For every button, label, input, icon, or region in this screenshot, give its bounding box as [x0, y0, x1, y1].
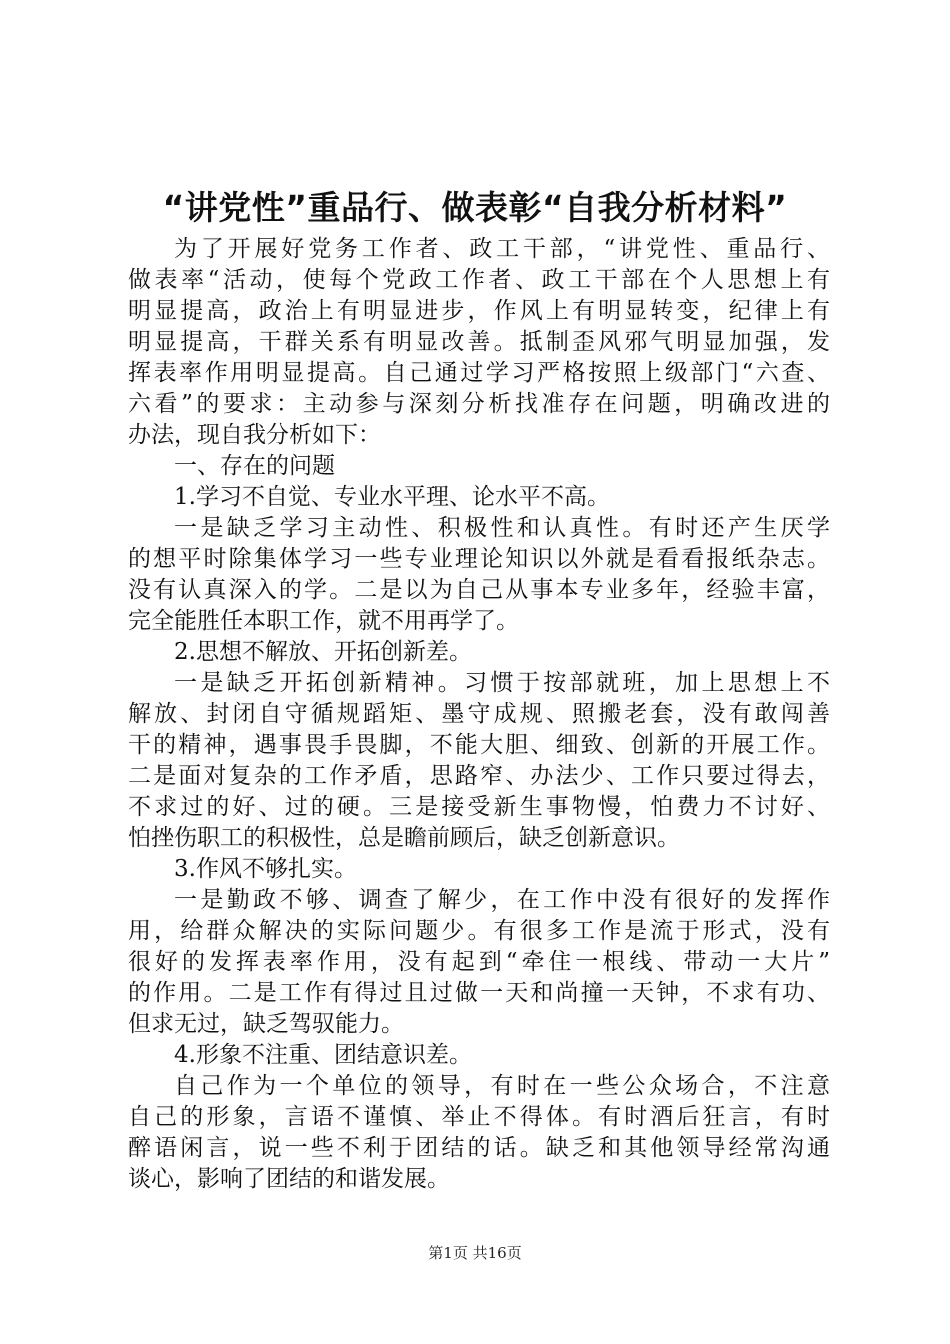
text-line: 醉语闲言，说一些不利于团结的话。缺乏和其他领导经常沟通 — [128, 1135, 830, 1161]
text-line: 一是勤政不够、调查了解少，在工作中没有很好的发挥作 — [174, 887, 830, 913]
text-line: 挥表率作用明显提高。自己通过学习严格按照上级部门“六查、 — [128, 360, 830, 386]
text-line: 的作用。二是工作有得过且过做一天和尚撞一天钟，不求有功、 — [128, 980, 830, 1006]
text-line: 办法，现自我分析如下： — [128, 422, 381, 448]
text-line: 怕挫伤职工的积极性，总是瞻前顾后，缺乏创新意识。 — [128, 825, 680, 851]
text-line: 二是面对复杂的工作矛盾，思路窄、办法少、工作只要过得去， — [128, 763, 830, 789]
text-line: 但求无过，缺乏驾驭能力。 — [128, 1011, 404, 1037]
text-line: 明显提高，干群关系有明显改善。抵制歪风邪气明显加强，发 — [128, 329, 830, 355]
text-line: 2.思想不解放、开拓创新差。 — [174, 639, 472, 665]
text-line: 六看”的要求：主动参与深刻分析找准存在问题，明确改进的 — [128, 391, 830, 417]
text-line: 4.形象不注重、团结意识差。 — [174, 1042, 472, 1068]
text-line: 3.作风不够扎实。 — [174, 856, 357, 882]
text-line: 一是缺乏学习主动性、积极性和认真性。有时还产生厌学 — [174, 515, 830, 541]
text-line: 为了开展好党务工作者、政工干部，“讲党性、重品行、 — [174, 236, 830, 262]
text-line: 没有认真深入的学。二是以为自己从事本专业多年，经验丰富， — [128, 577, 830, 603]
text-line: 很好的发挥表率作用，没有起到“牵住一根线、带动一大片” — [128, 949, 830, 975]
text-line: 明显提高，政治上有明显进步，作风上有明显转变，纪律上有 — [128, 298, 830, 324]
text-line: 一是缺乏开拓创新精神。习惯于按部就班，加上思想上不 — [174, 670, 830, 696]
document-title: “讲党性”重品行、做表彰“自我分析材料” — [162, 188, 788, 227]
text-line: 一、存在的问题 — [174, 453, 335, 479]
document-body — [128, 234, 830, 1195]
text-line: 干的精神，遇事畏手畏脚，不能大胆、细致、创新的开展工作。 — [128, 732, 830, 758]
text-line: 用，给群众解决的实际问题少。有很多工作是流于形式，没有 — [128, 918, 830, 944]
page-footer: 第1页 共16页 — [428, 1244, 522, 1262]
text-line: 完全能胜任本职工作，就不用再学了。 — [128, 608, 519, 634]
text-line: 解放、封闭自守循规蹈矩、墨守成规、照搬老套，没有敢闯善 — [128, 701, 830, 727]
text-line: 自己作为一个单位的领导，有时在一些公众场合，不注意 — [174, 1073, 830, 1099]
text-line: 1.学习不自觉、专业水平理、论水平不高。 — [174, 484, 610, 510]
text-line: 不求过的好、过的硬。三是接受新生事物慢，怕费力不讨好、 — [128, 794, 830, 820]
text-line: 做表率“活动，使每个党政工作者、政工干部在个人思想上有 — [128, 267, 830, 293]
text-line: 的想平时除集体学习一些专业理论知识以外就是看看报纸杂志。 — [128, 546, 830, 572]
text-line: 自己的形象，言语不谨慎、举止不得体。有时酒后狂言，有时 — [128, 1104, 830, 1130]
text-line: 谈心，影响了团结的和谐发展。 — [128, 1166, 450, 1192]
